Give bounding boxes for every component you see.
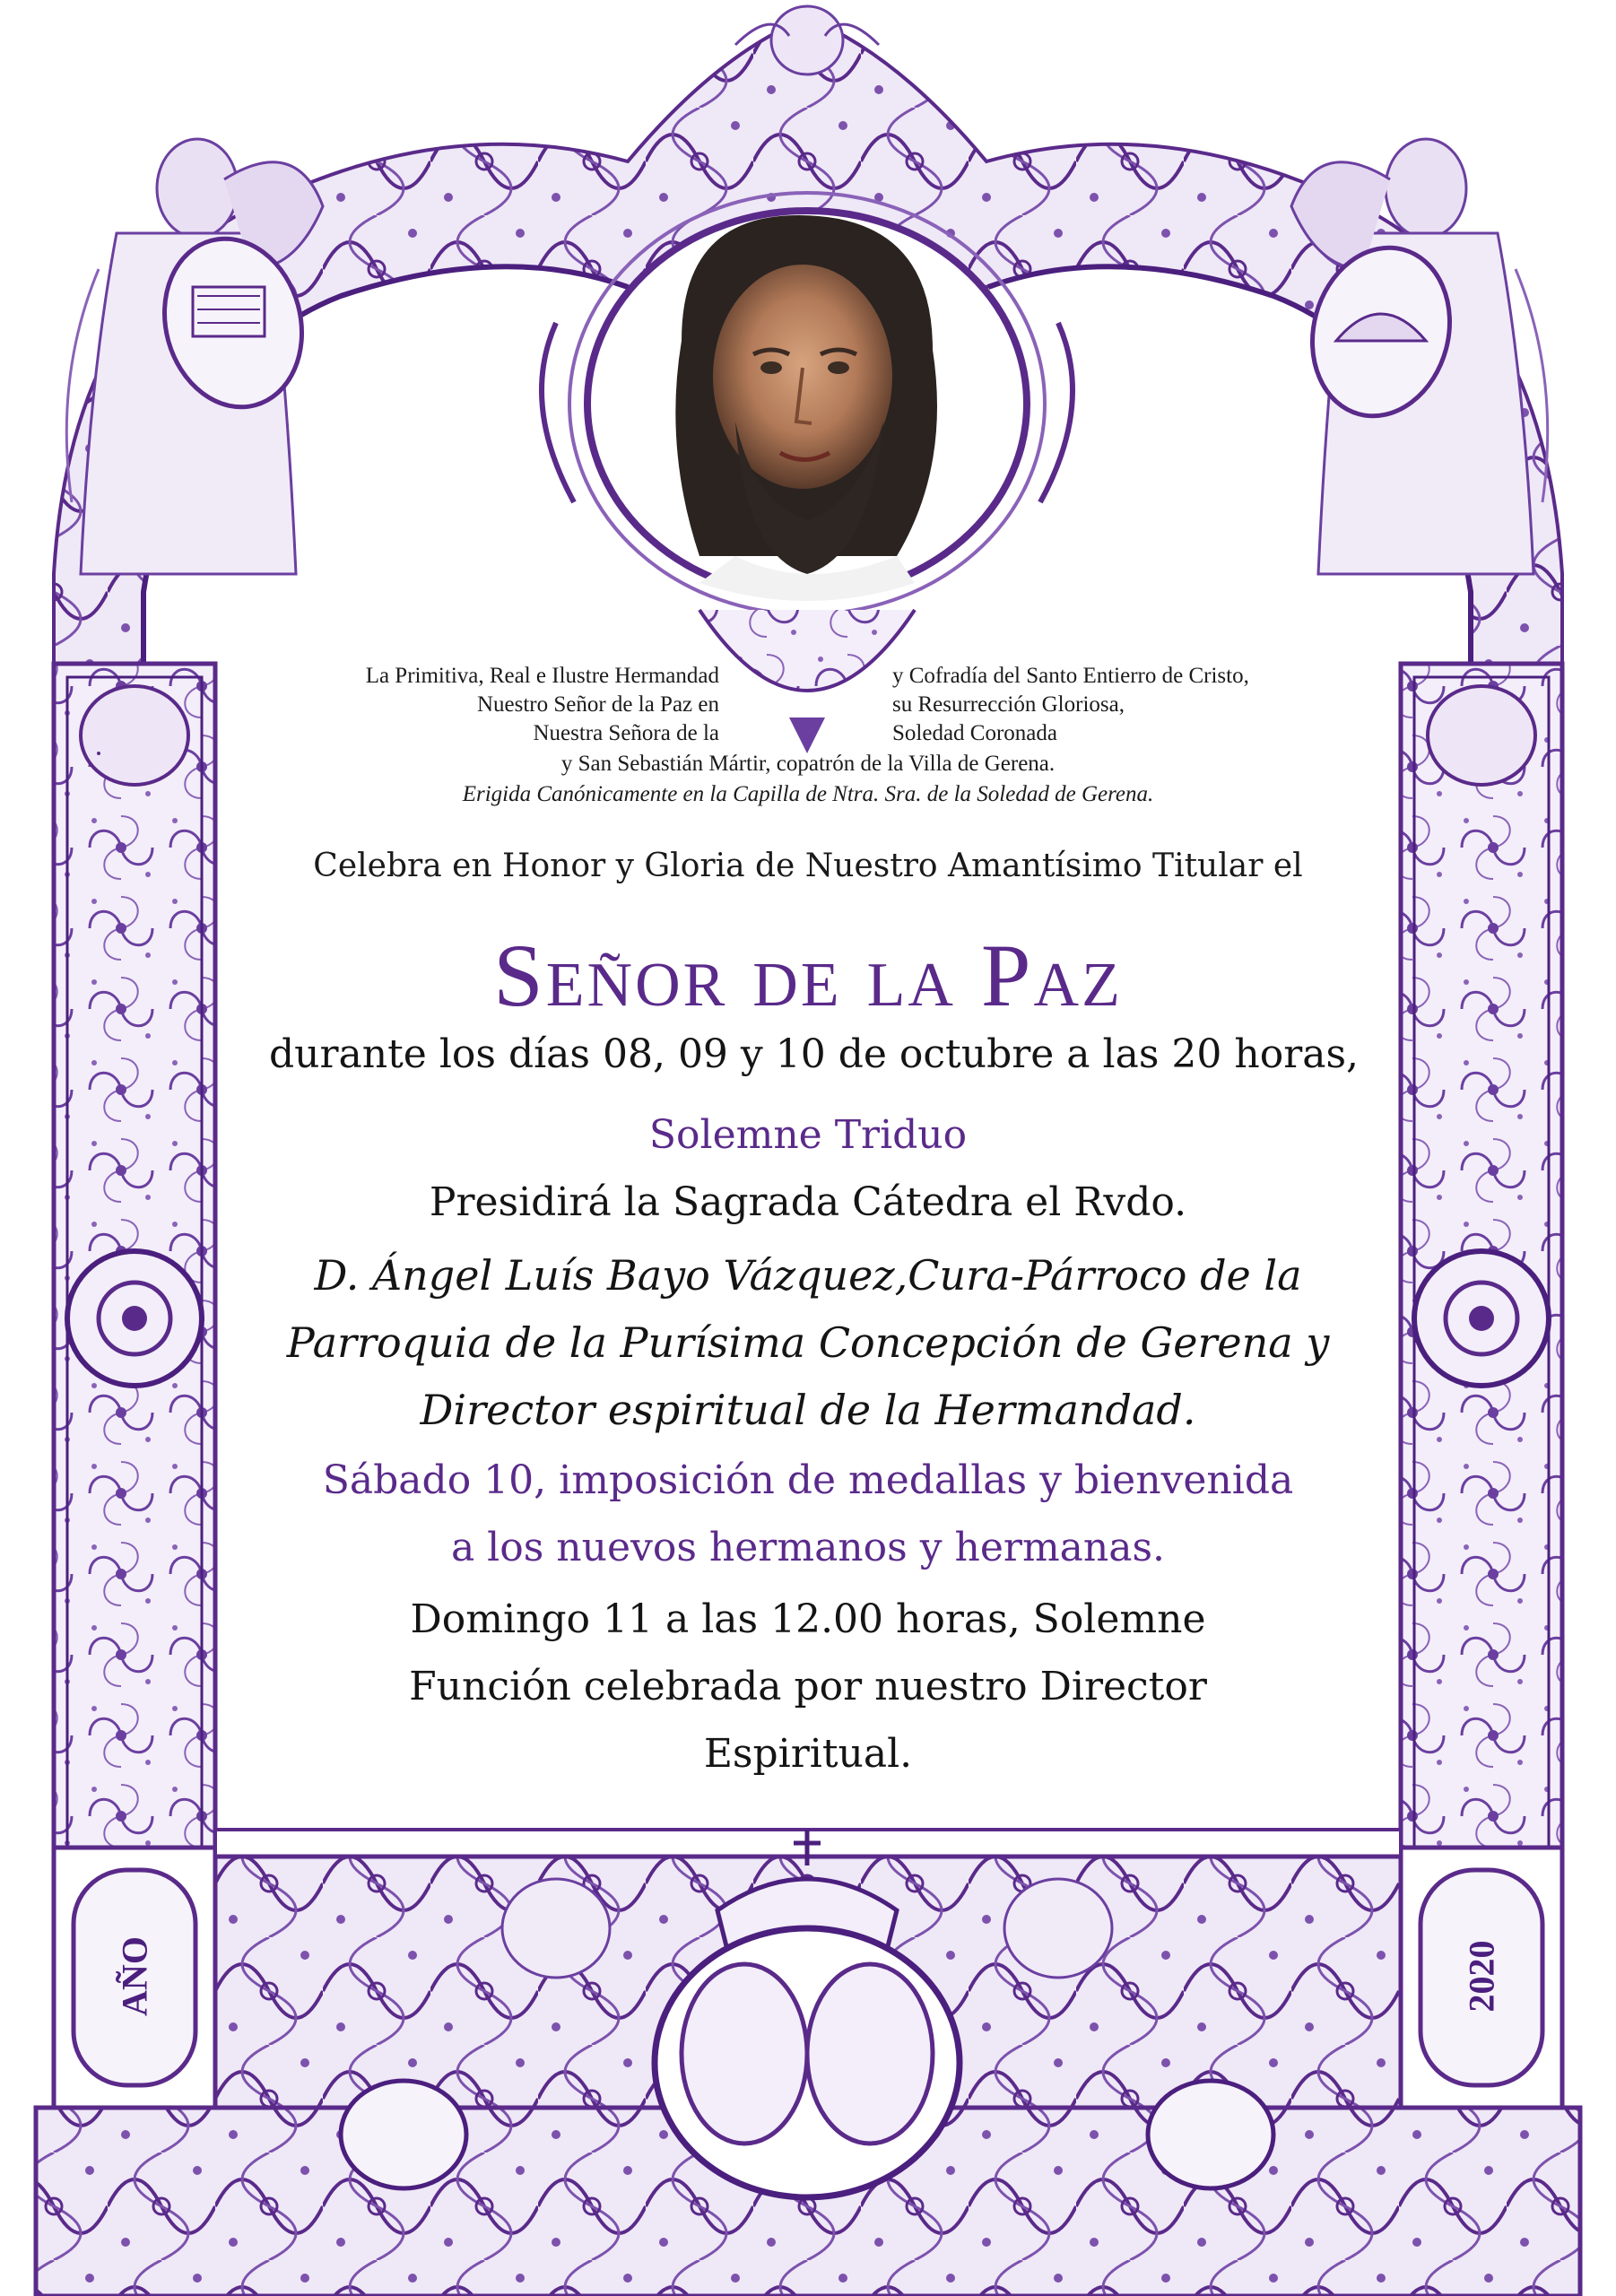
priest-line1: D. Ángel Luís Bayo Vázquez,Cura-Párroco de la [314, 1251, 1302, 1300]
priest-line3: Director espiritual de la Hermandad. [420, 1386, 1196, 1434]
priest-line2: Parroquia de la Purísima Concepción de Gerena y [286, 1318, 1330, 1367]
domingo-line3: Espiritual. [703, 1731, 913, 1777]
header-line1-right: y Cofradía del Santo Entierro de Cristo, [892, 664, 1249, 688]
domingo-line2: Función celebrada por nuestro Director [409, 1664, 1207, 1709]
page-title: Señor de la Paz [493, 926, 1123, 1025]
sabado-line2: a los nuevos hermanos y hermanas. [450, 1525, 1166, 1570]
header-line5: Erigida Canónicamente en la Capilla de Ntra. Sra. de la Soledad de Gerena. [462, 782, 1154, 806]
domingo-line1: Domingo 11 a las 12.00 horas, Solemne [410, 1596, 1206, 1642]
year-label-badge: AÑO [114, 1936, 155, 2016]
header-line1-left: La Primitiva, Real e Ilustre Hermandad [365, 664, 719, 688]
dates-line: durante los días 08, 09 y 10 de octubre a las 20 horas, [269, 1031, 1360, 1077]
left-angel-figure [66, 139, 323, 574]
header-line2-left: Nuestro Señor de la Paz en [476, 692, 719, 717]
christ-portrait-image [675, 215, 937, 601]
header-line3-right: Soledad Coronada [892, 721, 1057, 745]
triduo-line: Solemne Triduo [648, 1112, 968, 1158]
presidira-line: Presidirá la Sagrada Cátedra el Rvdo. [429, 1179, 1187, 1225]
header-line3-left: Nuestra Señora de la [533, 721, 719, 745]
right-angel-figure [1291, 139, 1548, 574]
year-value-badge: 2020 [1461, 1940, 1502, 2013]
sabado-line1: Sábado 10, imposición de medallas y bienvenida [322, 1457, 1294, 1503]
header-line2-right: su Resurrección Gloriosa, [892, 692, 1125, 717]
celebra-line: Celebra en Honor y Gloria de Nuestro Amantísimo Titular el [313, 848, 1303, 884]
header-line4: y San Sebastián Mártir, copatrón de la Villa de Gerena. [560, 752, 1056, 776]
